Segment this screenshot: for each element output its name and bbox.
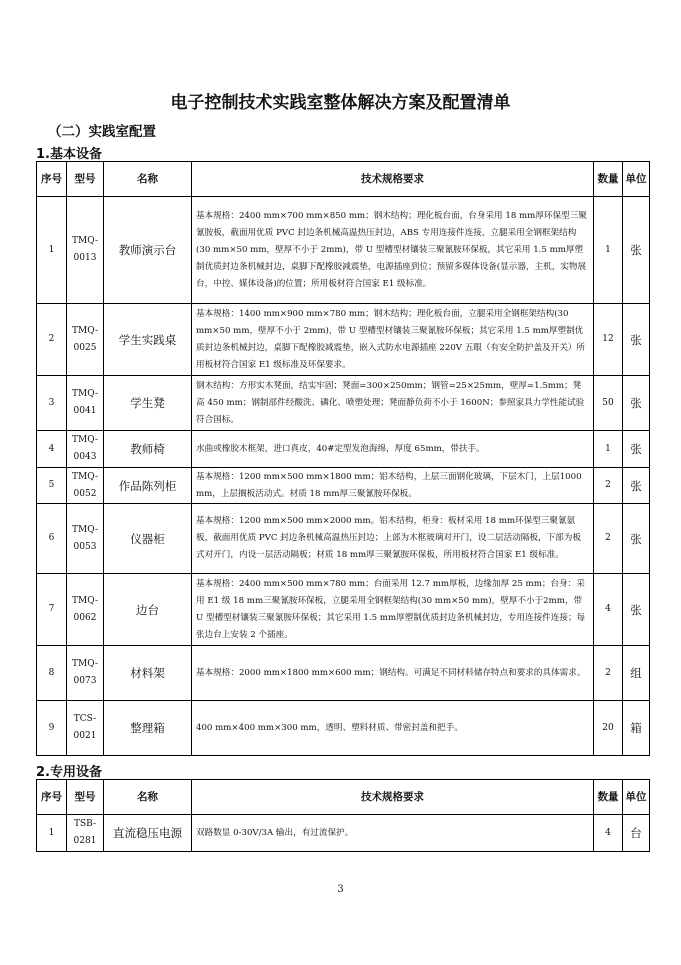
cell-qty: 4	[594, 574, 623, 646]
cell-spec: 基本规格：2000 mm×1800 mm×600 mm；钢结构。可满足不同材料储存特点和要求的具体需求。	[192, 646, 594, 701]
cell-model: TMQ-0043	[67, 431, 104, 468]
cell-qty: 2	[594, 468, 623, 504]
table-row	[37, 197, 650, 304]
cell-name: 边台	[104, 574, 192, 646]
cell-name: 直流稳压电源	[104, 815, 192, 852]
cell-spec: 双路数显 0-30V/3A 输出，有过流保护。	[192, 815, 594, 852]
cell-spec: 水曲或橡胶木框架，进口真皮，40#定型发泡海绵，厚度 65mm，带扶手。	[192, 431, 594, 468]
cell-model: TCS-0021	[67, 701, 104, 756]
cell-spec: 基本规格：2400 mm×500 mm×780 mm；台面采用 12.7 mm厚板，边缘加厚 25 mm；台身：采用 E1 级 18 mm三聚氰胺环保板，立腿采用全钢框架结构(30 mm×50 mm)，壁厚不小于2mm，带 U 型槽型材镶装三聚氰胺环保板；其它采用 1.5 mm厚塑制优质封边条机械封边，专用连接件连接；每张边台上安装 2 个插座。	[192, 574, 594, 646]
header-model: 型号	[67, 162, 104, 197]
header-name: 名称	[104, 780, 192, 815]
table-row	[37, 468, 650, 504]
cell-spec: 基本规格：1200 mm×500 mm×2000 mm。铝木结构，柜身：板材采用 18 mm环保型三聚氰氨板，截面用优质 PVC 封边条机械高温热压封边；上部为木框玻璃对开门，设二层活动隔板，下部为板式对开门，内设一层活动隔板；材质 18 mm厚三聚氰胺环保板，所用板材符合国家 E1 级标准。	[192, 504, 594, 574]
cell-unit: 张	[623, 304, 650, 376]
table-row	[37, 646, 650, 701]
table-header-row	[37, 780, 650, 815]
header-spec: 技术规格要求	[192, 162, 594, 197]
basic-equipment-table	[36, 161, 650, 756]
document-title: 电子控制技术实践室整体解决方案及配置清单	[170, 93, 511, 113]
table-row	[37, 701, 650, 756]
header-spec: 技术规格要求	[192, 780, 594, 815]
cell-unit: 张	[623, 504, 650, 574]
cell-unit: 张	[623, 376, 650, 431]
cell-spec: 基本规格：1200 mm×500 mm×1800 mm；铝木结构，上层三面钢化玻璃，下层木门，上层1000 mm，上层搁板活动式。材质 18 mm厚三聚氰胺环保板。	[192, 468, 594, 504]
cell-name: 学生凳	[104, 376, 192, 431]
cell-unit: 张	[623, 574, 650, 646]
cell-name: 教师椅	[104, 431, 192, 468]
cell-name: 整理箱	[104, 701, 192, 756]
cell-no: 5	[37, 468, 67, 504]
cell-unit: 台	[623, 815, 650, 852]
cell-name: 教师演示台	[104, 197, 192, 304]
cell-no: 1	[37, 197, 67, 304]
table-row	[37, 815, 650, 852]
cell-qty: 50	[594, 376, 623, 431]
cell-no: 6	[37, 504, 67, 574]
cell-no: 7	[37, 574, 67, 646]
special-equipment-table	[36, 779, 650, 852]
cell-model: TMQ-0053	[67, 504, 104, 574]
cell-qty: 2	[594, 646, 623, 701]
cell-spec: 基本规格：1400 mm×900 mm×780 mm；钢木结构；理化板台面，立腿采用全钢框架结构(30 mm×50 mm，壁厚不小于 2mm)，带 U 型槽型材镶装三聚氰胺环保板；其它采用 1.5 mm厚塑制优质封边条机械封边，桌脚下配橡胶减震垫，嵌入式防水电源插座 220V 五眼（有安全防护盖及开关）所用板材符合国家 E1 级标准及环保要求。	[192, 304, 594, 376]
header-no: 序号	[37, 162, 67, 197]
table-row	[37, 304, 650, 376]
cell-qty: 2	[594, 504, 623, 574]
header-unit: 单位	[623, 162, 650, 197]
cell-no: 8	[37, 646, 67, 701]
cell-qty: 1	[594, 431, 623, 468]
page-number: 3	[337, 884, 344, 895]
table-row	[37, 504, 650, 574]
cell-name: 仪器柜	[104, 504, 192, 574]
header-qty: 数量	[594, 162, 623, 197]
cell-unit: 箱	[623, 701, 650, 756]
cell-model: TMQ-0052	[67, 468, 104, 504]
header-no: 序号	[37, 780, 67, 815]
cell-unit: 组	[623, 646, 650, 701]
cell-no: 4	[37, 431, 67, 468]
cell-model: TMQ-0073	[67, 646, 104, 701]
cell-no: 3	[37, 376, 67, 431]
cell-model: TSB-0281	[67, 815, 104, 852]
cell-unit: 张	[623, 468, 650, 504]
cell-name: 学生实践桌	[104, 304, 192, 376]
cell-unit: 张	[623, 431, 650, 468]
cell-no: 1	[37, 815, 67, 852]
cell-qty: 12	[594, 304, 623, 376]
cell-spec: 400 mm×400 mm×300 mm，透明、塑料材质、带密封盖和把手。	[192, 701, 594, 756]
cell-qty: 1	[594, 197, 623, 304]
cell-no: 2	[37, 304, 67, 376]
cell-model: TMQ-0041	[67, 376, 104, 431]
header-unit: 单位	[623, 780, 650, 815]
header-model: 型号	[67, 780, 104, 815]
cell-spec: 基本规格：2400 mm×700 mm×850 mm；钢木结构；理化板台面，台身采用 18 mm厚环保型三聚氰胺板，截面用优质 PVC 封边条机械高温热压封边，ABS 专用连接件连接，立腿采用全钢框架结构(30 mm×50 mm，壁厚不小于 2mm)，带 U 型槽型材镶装三聚氰胺环保板，其它采用 1.5 mm厚塑制优质封边条机械封边，桌脚下配橡胶减震垫，电源插座到位；预留多媒体设备(显示器，主机，实物展台，中控、媒体设备)的位置；所用板材符合国家 E1 级标准。	[192, 197, 594, 304]
section-subtitle: （二）实践室配置	[48, 124, 156, 140]
table-header-row	[37, 162, 650, 197]
cell-unit: 张	[623, 197, 650, 304]
section-special-heading: 2.专用设备	[36, 765, 102, 780]
cell-spec: 钢木结构：方形实木凳面，结实牢固；凳面=300×250mm；钢管=25×25mm，壁厚=1.5mm；凳高 450 mm；钢制部件经酸洗、磷化、喷塑处理；凳面静负荷不小于 1600N；参照家具力学性能试验符合国标。	[192, 376, 594, 431]
header-qty: 数量	[594, 780, 623, 815]
cell-name: 作品陈列柜	[104, 468, 192, 504]
cell-qty: 4	[594, 815, 623, 852]
cell-qty: 20	[594, 701, 623, 756]
cell-model: TMQ-0013	[67, 197, 104, 304]
section-basic-heading: 1.基本设备	[36, 147, 102, 162]
cell-no: 9	[37, 701, 67, 756]
cell-model: TMQ-0025	[67, 304, 104, 376]
cell-model: TMQ-0062	[67, 574, 104, 646]
table-row	[37, 574, 650, 646]
table-row	[37, 376, 650, 431]
cell-name: 材料架	[104, 646, 192, 701]
header-name: 名称	[104, 162, 192, 197]
table-row	[37, 431, 650, 468]
